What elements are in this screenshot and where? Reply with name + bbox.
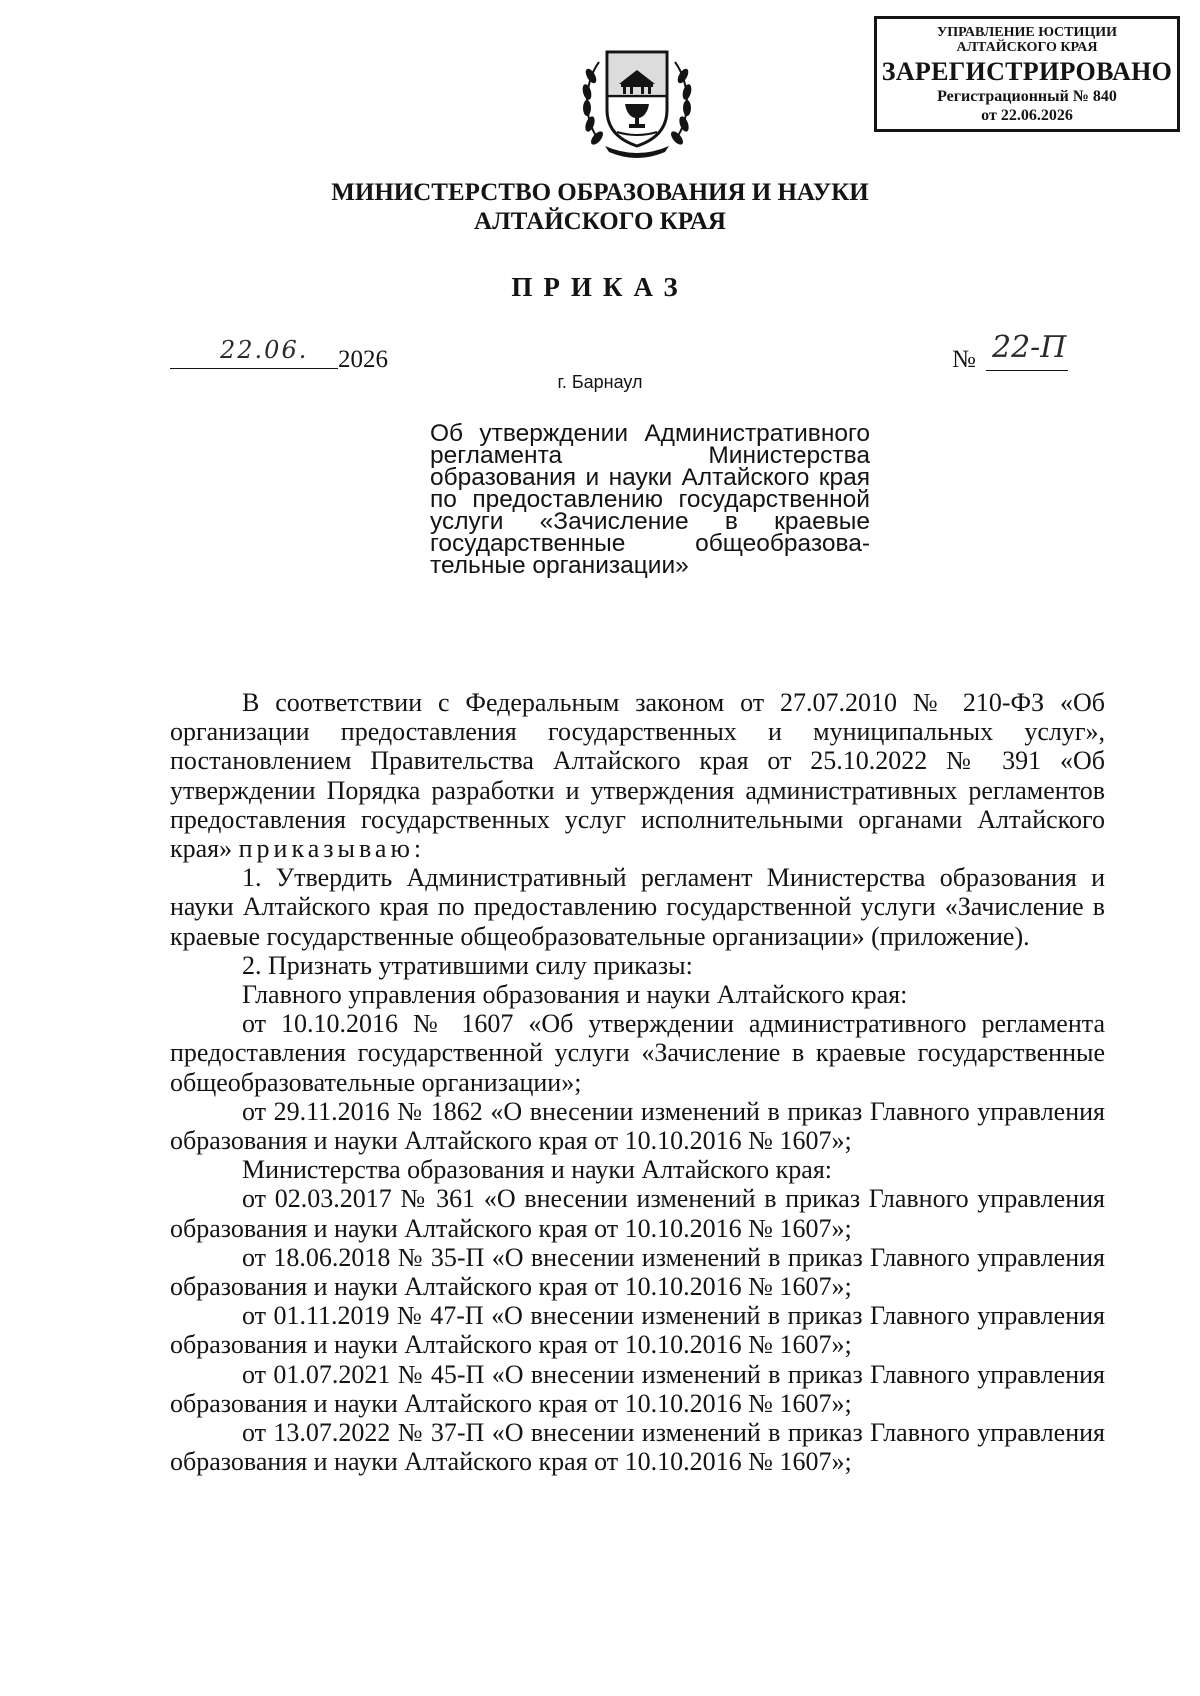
preamble-paragraph [170,688,1105,863]
repealed-act: от 02.03.2017 № 361 «О внесении изменений в приказ Главного управления образования и науки Алтайского края от 10.10.2016 № 1607»; [170,1184,1105,1243]
subject-line: Об утверждении Административного [430,420,870,447]
number-underline [986,370,1068,371]
number-sign: № [952,346,976,373]
order-body [170,688,1105,1476]
document-number [952,330,1082,374]
repealed-act: от 10.10.2016 № 1607 «Об утверждении административного регламента предоставления государственной услуги «Зачисление в краевые государственные общеобразовательные организации»; [170,1009,1105,1097]
ministry-name [0,178,1200,236]
group-heading-1: Главного управления образования и науки Алтайского края: [242,980,908,1010]
coat-of-arms-icon [577,40,697,162]
number-handwritten: 22-П [992,330,1067,365]
stamp-org: УПРАВЛЕНИЕ ЮСТИЦИИ АЛТАЙСКОГО КРАЯ [937,25,1117,55]
document-date [170,336,390,372]
subject-line: по предоставлению государственной [430,486,870,513]
stamp-reg-date: от 22.06.2026 [981,107,1073,124]
repealed-act: от 13.07.2022 № 37-П «О внесении изменений в приказ Главного управления образования и науки Алтайского края от 10.10.2016 № 1607»; [170,1418,1105,1477]
subject-line: образования и науки Алтайского края [430,464,870,491]
subject-line: тельные организации» [430,552,689,579]
order-subject [430,420,870,579]
date-year: 2026 [338,346,388,373]
repealed-act: от 01.07.2021 № 45-П «О внесении изменений в приказ Главного управления образования и науки Алтайского края от 10.10.2016 № 1607»; [170,1359,1105,1418]
document-type: ПРИКАЗ [511,272,689,302]
city: г. Барнаул [557,372,643,392]
stamp-status: ЗАРЕГИСТРИРОВАНО [881,57,1173,86]
order-word: приказываю: [238,834,426,864]
item-1: 1. Утвердить Административный регламент Министерства образования и науки Алтайского края по предоставлению государственной услуги «Зачисление в краевые государственные общеобразовательные организации» (приложение). [170,863,1105,951]
repealed-act: от 29.11.2016 № 1862 «О внесении изменений в приказ Главного управления образования и науки Алтайского края от 10.10.2016 № 1607»; [170,1096,1105,1156]
item-2: 2. Признать утратившими силу приказы: [242,950,693,980]
ministry-line-2: АЛТАЙСКОГО КРАЯ [474,208,726,235]
date-handwritten: 22.06. [220,336,309,364]
preamble-text: В соответствии с Федеральным законом от 27.07.2010 № 210-ФЗ «Об организации предоставления государственных и муниципальных услуг», постановлением Правительства Алтайского края от 25.10.2022 № 391 «Об утверждении Порядка разработки и утверждения административных регламентов предоставления государственных услуг исполнительными органами Алтайского края» [170,688,1105,864]
stamp-reg-number: Регистрационный № 840 [937,88,1117,105]
registration-stamp [874,16,1180,132]
repealed-act: от 01.11.2019 № 47-П «О внесении изменений в приказ Главного управления образования и науки Алтайского края от 10.10.2016 № 1607»; [170,1301,1105,1360]
subject-line: услуги «Зачисление в краевые [430,508,870,535]
ministry-line-1: МИНИСТЕРСТВО ОБРАЗОВАНИЯ И НАУКИ [331,179,869,206]
subject-line: государственные общеобразова- [430,530,870,557]
repealed-act: от 18.06.2018 № 35-П «О внесении изменений в приказ Главного управления образования и науки Алтайского края от 10.10.2016 № 1607»; [170,1242,1105,1302]
group-heading-2: Министерства образования и науки Алтайского края: [242,1155,833,1185]
subject-line: регламента Министерства [430,442,870,469]
date-underline [170,368,338,369]
